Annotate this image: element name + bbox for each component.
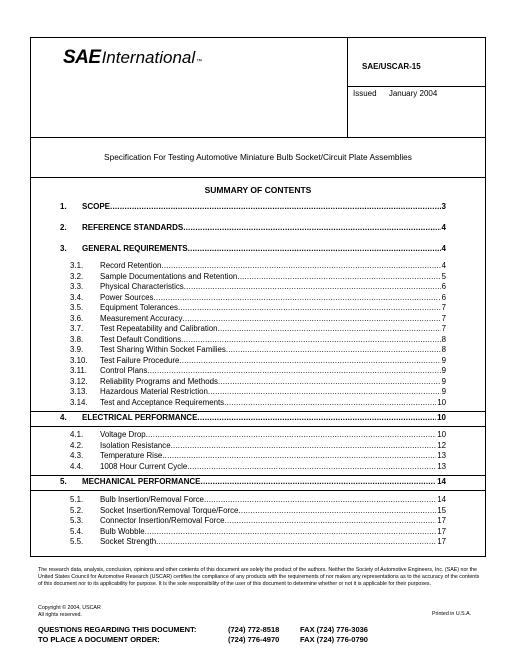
toc-item-page: 10 [437,397,446,407]
toc-item-page: 13 [437,451,446,460]
toc-item-title: 1008 Hour Current Cycle [100,461,188,471]
section-divider [31,490,485,491]
document-number: SAE/USCAR-15 [362,62,421,71]
toc-item[interactable] [60,345,446,356]
section-divider [31,411,485,412]
toc-item-page: 10 [437,430,446,439]
order-fax[interactable]: FAX (724) 776-0790 [300,634,368,644]
dot-leader [161,261,440,270]
toc-item[interactable] [60,430,446,441]
dot-leader [218,377,441,386]
toc-item-number: 3.10. [70,355,88,365]
questions-row [38,625,368,635]
toc-item-number: 4.2. [70,440,84,450]
toc-item[interactable] [60,324,446,335]
dot-leader [188,244,441,253]
issued-label: Issued [353,89,377,98]
toc-item-number: 3.13. [70,387,88,396]
toc-item-title: Bulb Wobble [100,526,145,536]
toc-item-title: Test Repeatability and Calibration [100,324,218,333]
dot-leader [178,303,441,312]
toc-item-page: 9 [441,376,446,386]
toc-item-page: 9 [441,355,446,365]
toc-item-title: Hazardous Material Restriction [100,387,208,396]
dot-leader [226,345,441,354]
toc-item-title: Test Default Conditions [100,334,182,344]
toc-item-title: Control Plans [100,366,148,375]
order-label: TO PLACE A DOCUMENT ORDER: [38,634,160,644]
dot-leader [197,413,436,422]
toc-section-4[interactable]: 4. ELECTRICAL PERFORMANCE ..... 10 [60,413,446,425]
toc-item[interactable] [60,272,446,283]
toc-item-page: 8 [441,334,446,344]
toc-item[interactable] [60,451,446,462]
toc-item-page: 4 [441,261,446,270]
toc-item-title: Test Sharing Within Socket Families [100,345,226,354]
dot-leader [110,202,441,211]
toc-item-number: 3.4. [70,292,84,302]
dot-leader [238,506,436,515]
toc-item-title: Measurement Accuracy [100,313,183,323]
toc-item[interactable] [60,537,446,548]
toc-section-5[interactable]: 5. MECHANICAL PERFORMANCE ..... 14 [60,477,446,489]
dot-leader [179,356,440,365]
dot-leader [184,282,441,291]
dot-leader [225,516,437,525]
document-title: Specification For Testing Automotive Miniature Bulb Socket/Circuit Plate Assemblies [104,152,412,162]
toc-item-title: Temperature Rise [100,451,163,460]
toc-item-title: Reliability Programs and Methods [100,376,218,386]
toc-item-title: Socket Insertion/Removal Torque/Force [100,505,239,515]
disclaimer-text: The research data, analysis, conclusion, opinions and other contents of this document are solely the product of the authors. Neither the Society of Automotive Engineers, Inc. (SAE) nor the United States Council for Automotive Research (USCAR) certifies the compliance of any products with the requirements of nor makes any representations as to the accuracy of the contents of this document nor to its applicability for purpose. It is the sole responsibility of the user of this document to determine whether or not it is applicable for their purposes. [38,567,480,587]
dot-leader [181,335,440,344]
toc-item-number: 3.8. [70,334,84,344]
toc-item-number: 3.3. [70,282,84,291]
toc-item-page: 17 [437,516,446,525]
toc-item-page: 9 [441,387,446,396]
section-4-items [60,430,446,472]
toc-item-number: 5.4. [70,526,84,536]
dot-leader [208,387,441,396]
toc-item-title: Connector Insertion/Removal Force [100,516,225,525]
toc-item[interactable] [60,303,446,314]
section-divider [31,426,485,427]
toc-item-title: Sample Documentations and Retention [100,271,238,281]
toc-item-number: 5.1. [70,495,84,504]
toc-item-page: 13 [437,461,446,471]
copyright-line: Copyright © 2004, USCAR [38,605,101,611]
toc-item-number: 3.7. [70,324,84,333]
toc-item-page: 15 [437,505,446,515]
dot-leader [154,293,441,302]
toc-section-3[interactable]: 3. GENERAL REQUIREMENTS ..... 4 [60,244,446,256]
toc-item[interactable] [60,293,446,304]
section-5-items [60,495,446,548]
toc-item-number: 5.3. [70,516,84,525]
toc-item-title: Physical Characteristics [100,282,184,291]
toc-section-2[interactable]: 2. REFERENCE STANDARDS ..... 4 [60,223,446,235]
printed-in: Printed in U.S.A. [432,611,472,617]
toc-item-title: Test Failure Procedure [100,355,180,365]
toc-section-1[interactable]: 1. SCOPE ..... 3 [60,202,446,214]
toc-item-page: 17 [437,526,446,536]
dot-leader [187,462,436,471]
toc-item[interactable] [60,527,446,538]
toc-item-page: 9 [441,366,446,375]
rights-line: All rights reserved. [38,611,82,618]
toc-item-title: Voltage Drop [100,430,146,439]
toc-item[interactable] [60,441,446,452]
toc-item-number: 3.11. [70,366,87,375]
dot-leader [237,272,440,281]
toc-item-title: Bulb Insertion/Removal Force [100,495,204,504]
toc-item[interactable] [60,314,446,325]
doc-number-cell [348,38,485,87]
toc-item-page: 6 [441,292,446,302]
toc-item[interactable] [60,387,446,398]
issued-date: January 2004 [388,89,438,98]
title-band [31,138,485,178]
issued-line [353,89,437,98]
dot-leader [201,477,437,486]
dot-leader [156,537,436,546]
toc-item[interactable] [60,261,446,272]
questions-label: QUESTIONS REGARDING THIS DOCUMENT: [38,625,197,634]
dot-leader [182,314,440,323]
toc-item[interactable] [60,377,446,388]
logo-cell [31,38,348,138]
toc-item[interactable] [60,282,446,293]
toc-item-number: 3.1. [70,261,84,270]
toc-item-page: 5 [441,271,446,281]
questions-fax[interactable]: FAX (724) 776-3036 [300,625,368,634]
toc-item-page: 7 [441,313,446,323]
toc-item-number: 4.3. [70,451,84,460]
toc-item-title: Power Sources [100,292,154,302]
toc-item-title: Record Retention [100,261,162,270]
dot-leader [162,451,436,460]
toc-item-page: 14 [437,495,446,504]
toc-item-number: 5.2. [70,505,84,515]
toc-item-number: 3.9. [70,345,84,354]
toc-item[interactable] [60,335,446,346]
dot-leader [224,398,436,407]
toc-item-number: 5.5. [70,537,84,546]
dot-leader [147,366,440,375]
issued-cell [348,87,485,138]
toc-item-page: 7 [441,303,446,312]
toc-item-number: 3.12. [70,376,88,386]
dot-leader [204,495,436,504]
toc-item-page: 8 [441,345,446,354]
toc-item-title: Equipment Tolerances [100,303,178,312]
dot-leader [146,430,437,439]
toc-item-number: 3.2. [70,271,84,281]
dot-leader [171,441,437,450]
contact-block [38,625,368,644]
toc-item[interactable] [60,462,446,473]
toc-item-page: 17 [437,537,446,546]
toc-item-number: 4.1. [70,430,84,439]
summary-heading: SUMMARY OF CONTENTS [204,185,312,195]
table-of-contents [60,202,446,548]
toc-item[interactable] [60,516,446,527]
toc-item-number: 3.6. [70,313,84,323]
toc-item-number: 3.5. [70,303,84,312]
dot-leader [218,324,441,333]
section-3-items [60,261,446,408]
toc-item[interactable] [60,495,446,506]
copyright-block [38,605,101,618]
order-phone[interactable]: (724) 776-4970 [228,634,280,644]
questions-phone[interactable]: (724) 772-8518 [228,625,280,634]
dot-leader [183,223,440,232]
toc-item-page: 7 [441,324,446,333]
toc-item[interactable] [60,398,446,409]
dot-leader [145,527,437,536]
toc-item-title: Isolation Resistance [100,440,171,450]
sae-international-logo: SAE International ™ [63,47,203,68]
toc-item[interactable] [60,356,446,367]
toc-item-title: Test and Acceptance Requirements [100,397,225,407]
toc-item-number: 4.4. [70,461,84,471]
document-frame [30,37,486,557]
toc-item-number: 3.14. [70,397,88,407]
toc-item[interactable] [60,366,446,377]
toc-item-page: 12 [437,440,446,450]
toc-item[interactable] [60,506,446,517]
toc-item-title: Socket Strength [100,537,157,546]
order-row [38,635,368,645]
section-divider [31,475,485,476]
toc-item-page: 6 [441,282,446,291]
